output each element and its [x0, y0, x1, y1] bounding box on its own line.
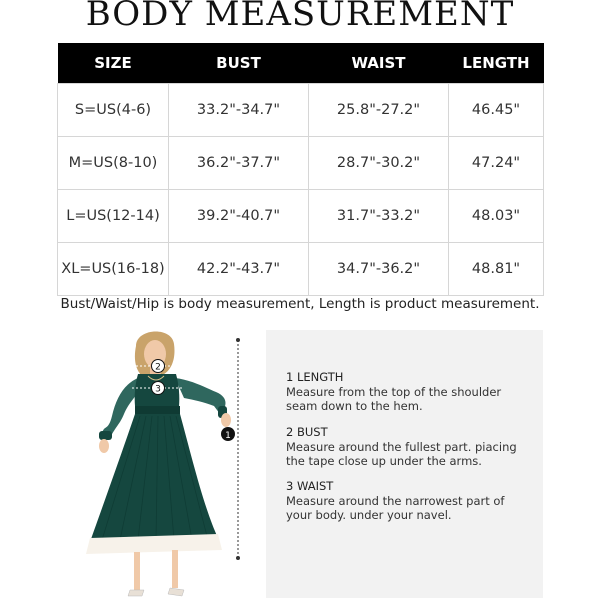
cell-waist: 34.7"-36.2" [309, 243, 449, 296]
left-shoe [128, 590, 144, 596]
measurement-note: Bust/Waist/Hip is body measurement, Length is product measurement. [60, 296, 540, 312]
table-row [58, 190, 544, 243]
left-hand [99, 439, 109, 453]
guide-length-line2: seam down to the hem. [286, 399, 423, 413]
marker-3-label: 3 [155, 384, 161, 395]
page-title: BODY MEASUREMENT [85, 0, 515, 34]
guide-length [286, 370, 501, 414]
guide-length-heading: 1 LENGTH [286, 370, 344, 384]
cell-waist: 28.7"-30.2" [309, 137, 449, 190]
left-leg [134, 552, 140, 590]
guide-waist-line2: your body. under your navel. [286, 508, 452, 522]
cell-size: M=US(8-10) [58, 137, 169, 190]
marker-2-label: 2 [155, 362, 161, 373]
guide-bust-line1: Measure around the fullest part. piacing [286, 439, 517, 454]
table-row [58, 243, 544, 296]
guide-waist-line1: Measure around the narrowest part of [286, 493, 505, 508]
header-size: SIZE [58, 43, 169, 84]
cell-length: 46.45" [449, 84, 544, 137]
cell-size: XL=US(16-18) [58, 243, 169, 296]
guide-bust-heading: 2 BUST [286, 425, 328, 439]
guide-bust-line2: the tape close up under the arms. [286, 454, 482, 468]
cell-bust: 42.2"-43.7" [169, 243, 309, 296]
cell-bust: 33.2"-34.7" [169, 84, 309, 137]
header-length: LENGTH [449, 43, 544, 84]
cell-length: 48.03" [449, 190, 544, 243]
cell-bust: 39.2"-40.7" [169, 190, 309, 243]
cell-length: 47.24" [449, 137, 544, 190]
right-leg [172, 550, 178, 588]
measurement-guide-panel [266, 330, 543, 598]
waistband [135, 406, 180, 414]
cell-waist: 25.8"-27.2" [309, 84, 449, 137]
guide-waist [286, 479, 504, 523]
dress-illustration [80, 328, 250, 600]
size-chart-table [57, 43, 544, 296]
right-sleeve [175, 378, 226, 414]
header-bust: BUST [169, 43, 309, 84]
right-shoe [168, 588, 184, 596]
right-hand [221, 413, 231, 427]
header-waist: WAIST [309, 43, 449, 84]
length-bottom-dot [236, 556, 240, 560]
cell-length: 48.81" [449, 243, 544, 296]
length-top-dot [236, 338, 240, 342]
cell-size: S=US(4-6) [58, 84, 169, 137]
table-header-row [58, 43, 544, 84]
marker-1-label: 1 [225, 431, 231, 441]
table-row [58, 84, 544, 137]
guide-length-line1: Measure from the top of the shoulder [286, 384, 502, 399]
cell-size: L=US(12-14) [58, 190, 169, 243]
cell-bust: 36.2"-37.7" [169, 137, 309, 190]
left-cuff [99, 431, 112, 440]
guide-waist-heading: 3 WAIST [286, 479, 334, 493]
guide-bust [286, 425, 517, 469]
cell-waist: 31.7"-33.2" [309, 190, 449, 243]
table-row [58, 137, 544, 190]
